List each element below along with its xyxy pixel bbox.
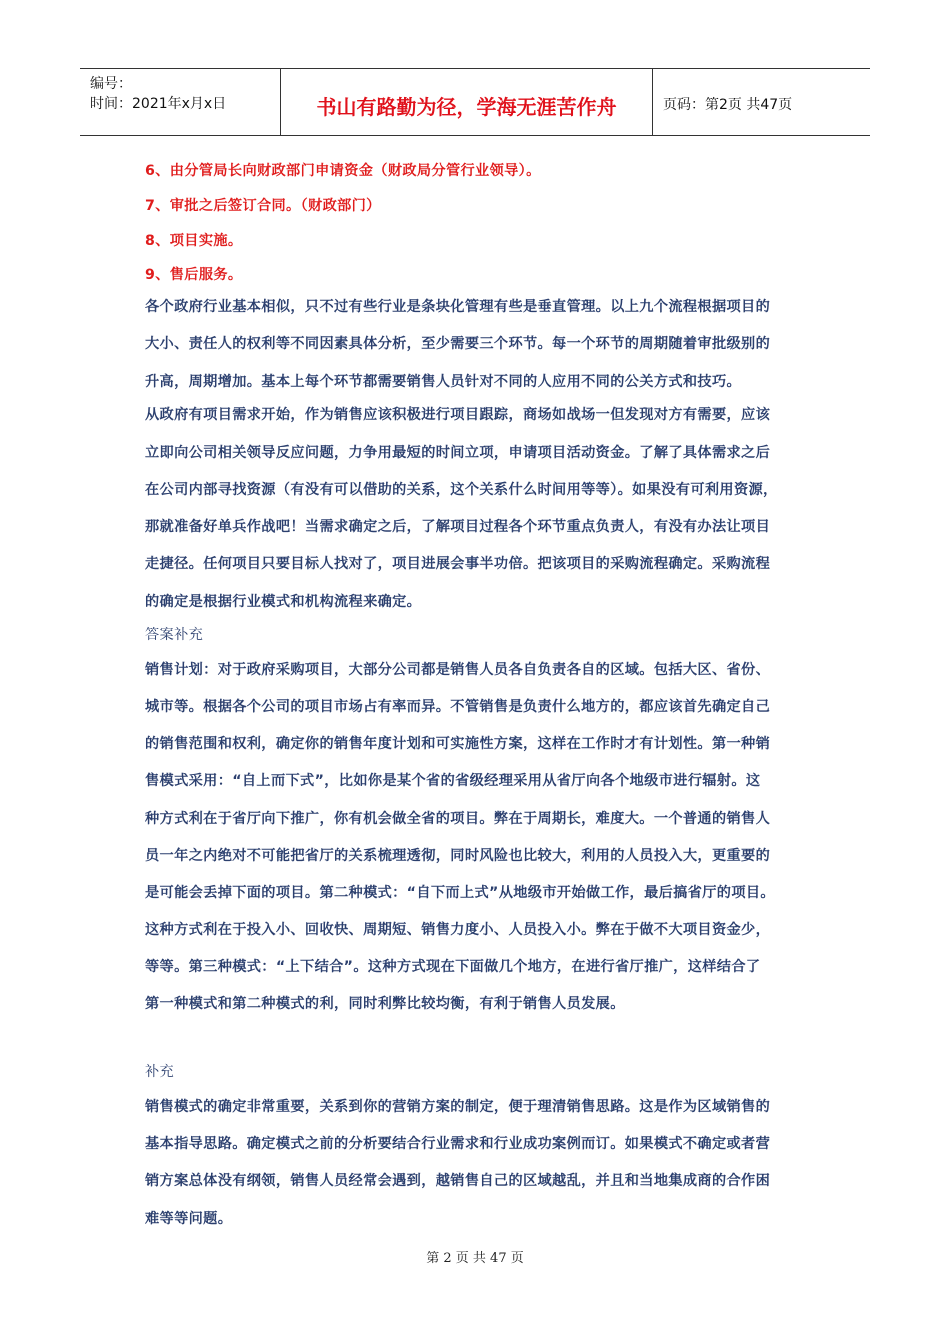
header-page-cell <box>653 69 870 135</box>
motto-text: 书山有路勤为径，学海无涯苦作舟 <box>316 95 617 119</box>
paragraph-line: 在公司内部寻找资源（有没有可以借助的关系，这个关系什么时间用等等）。如果没有可利用资源， <box>145 482 778 498</box>
paragraph-line: 销售计划：对于政府采购项目，大部分公司都是销售人员各自负责各自的区域。包括大区、省份、 <box>145 662 771 678</box>
step-item: 7、审批之后签订合同。（财政部门） <box>145 198 381 214</box>
paragraph-line: 难等等问题。 <box>145 1211 233 1227</box>
paragraph-line: 立即向公司相关领导反应问题，力争用最短的时间立项，申请项目活动资金。了解了具体需求之后 <box>145 445 771 461</box>
paragraph-line: 从政府有项目需求开始，作为销售应该积极进行项目跟踪，商场如战场一但发现对方有需要，应该 <box>145 407 771 423</box>
paragraph-line: 升高，周期增加。基本上每个环节都需要销售人员针对不同的人应用不同的公关方式和技巧。 <box>145 374 742 390</box>
paragraph-line: 大小、责任人的权利等不同因素具体分析，至少需要三个环节。每一个环节的周期随着审批级别的 <box>145 336 771 352</box>
header-meta-cell <box>80 69 281 135</box>
paragraph-line: 这种方式利在于投入小、回收快、周期短、销售力度小、人员投入小。弊在于做不大项目资金少， <box>145 922 771 938</box>
answer-heading: 答案补充 <box>145 627 204 643</box>
paragraph-line: 销售模式的确定非常重要，关系到你的营销方案的制定，便于理清销售思路。这是作为区域销售的 <box>145 1099 771 1115</box>
paragraph-line: 种方式利在于省厅向下推广，你有机会做全省的项目。弊在于周期长，难度大。一个普通的销售人 <box>145 811 771 827</box>
document-number-label: 编号： <box>90 76 132 92</box>
step-item: 9、售后服务。 <box>145 267 243 283</box>
header-motto-cell <box>281 69 653 135</box>
supplement-heading: 补充 <box>145 1064 175 1080</box>
paragraph-line: 等等。第三种模式：“上下结合”。这种方式现在下面做几个地方，在进行省厅推广，这样结合了 <box>145 959 761 975</box>
paragraph-line: 第一种模式和第二种模式的利，同时利弊比较均衡，有利于销售人员发展。 <box>145 996 625 1012</box>
document-date-label: 时间：2021年x月x日 <box>90 96 227 112</box>
page-footer: 第 2 页 共 47 页 <box>426 1251 524 1266</box>
header-page-info: 页码：第2页 共47页 <box>663 97 793 113</box>
paragraph-line: 的销售范围和权利，确定你的销售年度计划和可实施性方案，这样在工作时才有计划性。第一种销 <box>145 736 771 752</box>
paragraph-line: 那就准备好单兵作战吧！当需求确定之后，了解项目过程各个环节重点负责人，有没有办法让项目 <box>145 519 771 535</box>
paragraph-line: 是可能会丢掉下面的项目。第二种模式：“自下而上式”从地级市开始做工作，最后搞省厅的项目。 <box>145 885 775 901</box>
paragraph-line: 员一年之内绝对不可能把省厅的关系梳理透彻，同时风险也比较大，利用的人员投入大，更重要的 <box>145 848 771 864</box>
paragraph-line: 城市等。根据各个公司的项目市场占有率而异。不管销售是负责什么地方的，都应该首先确定自己 <box>145 699 771 715</box>
step-item: 6、由分管局长向财政部门申请资金（财政局分管行业领导）。 <box>145 163 541 179</box>
paragraph-line: 各个政府行业基本相似，只不过有些行业是条块化管理有些是垂直管理。以上九个流程根据项目的 <box>145 299 771 315</box>
paragraph-line: 走捷径。任何项目只要目标人找对了，项目进展会事半功倍。把该项目的采购流程确定。采购流程 <box>145 556 771 572</box>
step-item: 8、项目实施。 <box>145 233 243 249</box>
paragraph-line: 的确定是根据行业模式和机构流程来确定。 <box>145 594 422 610</box>
paragraph-line: 售模式采用：“自上而下式”，比如你是某个省的省级经理采用从省厅向各个地级市进行辐射。这 <box>145 773 761 789</box>
paragraph-line: 基本指导思路。确定模式之前的分析要结合行业需求和行业成功案例而订。如果模式不确定或者营 <box>145 1136 771 1152</box>
paragraph-line: 销方案总体没有纲领，销售人员经常会遇到，越销售自己的区域越乱，并且和当地集成商的合作困 <box>145 1173 771 1189</box>
document-header <box>80 68 870 136</box>
